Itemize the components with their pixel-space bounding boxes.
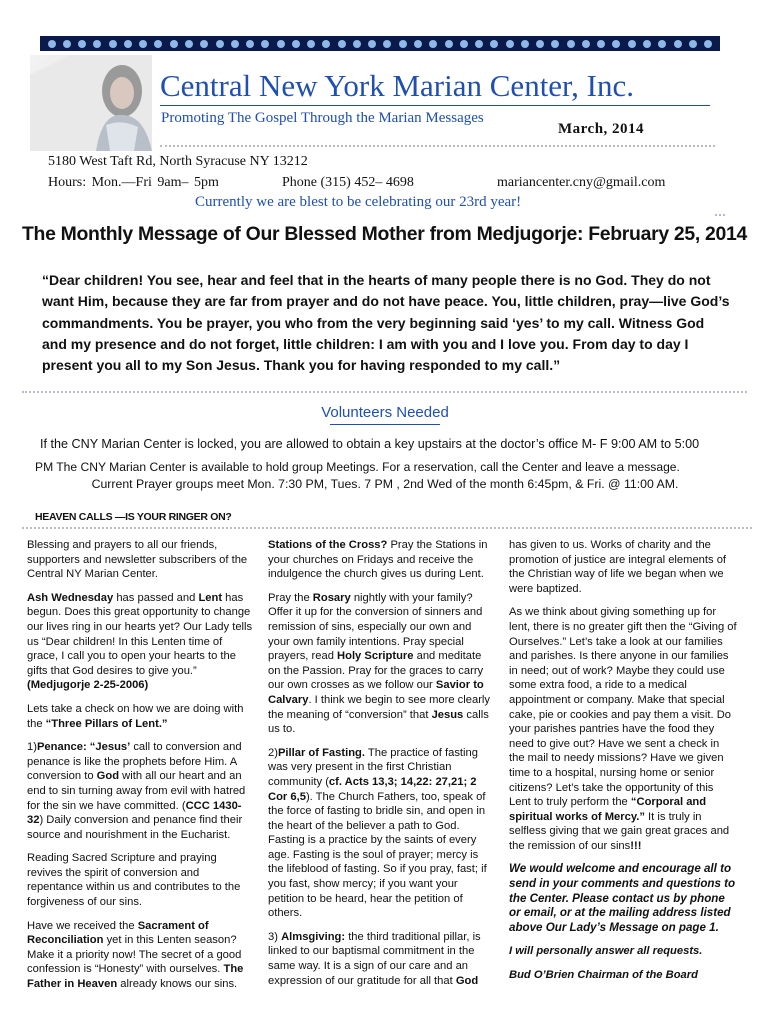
bold-text: God — [96, 770, 120, 783]
banner-dot — [429, 40, 437, 48]
bold-text: !!! — [630, 839, 642, 852]
banner-dot — [597, 40, 605, 48]
banner-dot — [307, 40, 315, 48]
banner-dot — [353, 40, 361, 48]
message-divider — [22, 391, 747, 393]
bold-text: Rosary — [312, 591, 351, 604]
stations-paragraph — [268, 538, 496, 582]
banner-dot — [628, 40, 636, 48]
bold-text: Holy Scripture — [337, 650, 414, 663]
article-column-2 — [268, 538, 496, 997]
text-run: It is truly in selfless giving that we gain great graces and the remission of our sins — [509, 810, 730, 852]
article-divider — [22, 527, 752, 529]
banner-dot — [536, 40, 544, 48]
banner-dot — [63, 40, 71, 48]
banner-dot — [48, 40, 56, 48]
text-run: Lets take a check on how we are doing with the — [27, 702, 244, 730]
text-run: Pray the Stations in your churches on Fridays and receive the indulgence the church gives us during Lent. — [268, 539, 488, 581]
text-run: has passed and — [113, 591, 199, 604]
text-run: Pray the — [268, 591, 313, 604]
text-run: yet in this Lenten season? Make it a priority now! The secret of a good confession is “Honesty” with ourselves. — [27, 934, 242, 976]
bold-text: (Medjugorje 2-25-2006) — [27, 679, 149, 692]
banner-dot — [322, 40, 330, 48]
banner-dot — [216, 40, 224, 48]
article-column-3 — [509, 538, 737, 992]
three-pillars-paragraph — [27, 702, 255, 731]
banner-dot — [399, 40, 407, 48]
volunteers-line-2: PM The CNY Marian Center is available to hold group Meetings. For a reservation, call the Center and leave a message. — [35, 460, 680, 474]
banner-dot — [277, 40, 285, 48]
banner-dot — [704, 40, 712, 48]
bold-text: Jesus — [431, 708, 464, 721]
ash-wednesday-paragraph — [27, 591, 255, 693]
banner-dot — [170, 40, 178, 48]
banner-dot — [338, 40, 346, 48]
banner-dot — [658, 40, 666, 48]
contact-invitation: We would welcome and encourage all to send in your comments and questions to the Center. Please contact us by phone or email, or at the mailing address listed above Our Lady’s Message on page 1. — [509, 862, 736, 934]
banner-dot — [154, 40, 162, 48]
banner-dot — [292, 40, 300, 48]
bold-text: God — [455, 974, 479, 987]
banner-dot — [109, 40, 117, 48]
banner-dot — [689, 40, 697, 48]
message-body: “Dear children! You see, hear and feel that in the hearts of many people there is no God. They do not want Him, because they are far from prayer and do not have peace. You, little children, pray—live God’s commandments. You be prayer, you who from the very beginning said ‘yes’ to my call. Witness God and my presence and do not forget, little children: I am with you and I love you. From day to day I present you all to my Son Jesus. Thank you for having responded to my call.” — [42, 272, 730, 374]
banner-dot — [246, 40, 254, 48]
banner-dot — [78, 40, 86, 48]
text-run: . I think we begin to see more clearly the meaning of “conversion” that — [268, 693, 491, 721]
text-run: nightly with your family? Offer it up for the conversion of sinners and remission of sins, especially our own and your own family intentions. Pray special prayers, read — [268, 591, 483, 663]
bold-text: Lent — [198, 591, 223, 604]
text-run: and meditate on the Passion. Pray for the graces to carry our own crosses as we follow our — [268, 650, 484, 692]
article-column-1 — [27, 538, 255, 1001]
answer-note: I will personally answer all requests. — [509, 945, 703, 958]
text-run: 1) — [27, 741, 37, 754]
header-bottom-divider — [715, 214, 725, 216]
address: 5180 West Taft Rd, North Syracuse NY 13212 — [48, 154, 308, 169]
banner-dot — [506, 40, 514, 48]
bold-text: Almsgiving: — [281, 930, 346, 943]
giving-paragraph — [509, 605, 737, 853]
banner-dot — [185, 40, 193, 48]
email-address[interactable]: mariancenter.cny@gmail.com — [497, 175, 666, 190]
text-run: calls us to. — [268, 708, 489, 736]
bold-text: The Father in Heaven — [27, 963, 244, 991]
tagline: Promoting The Gospel Through the Marian Messages — [161, 110, 484, 126]
bold-text: Savior to Calvary — [268, 679, 484, 706]
scripture-paragraph: Reading Sacred Scripture and praying revives the spirit of conversion and repentance within us and contributes to the forgiveness of our sins. — [27, 852, 241, 909]
banner-dot — [567, 40, 575, 48]
text-run: ) Daily conversion and penance find their source and nourishment in the Eucharist. — [27, 814, 243, 841]
rosary-paragraph — [268, 591, 496, 737]
banner-dot — [521, 40, 529, 48]
banner-dot — [383, 40, 391, 48]
banner-dot — [124, 40, 132, 48]
charity-paragraph: has given to us. Works of charity and the promotion of justice are integral elements of the Christian way of life we began when we were baptized. — [509, 539, 727, 595]
banner-dot — [139, 40, 147, 48]
text-run: 3) — [268, 930, 282, 943]
volunteers-line-3: Current Prayer groups meet Mon. 7:30 PM, Tues. 7 PM , 2nd Wed of the month 6:45pm, & Fri. @ 11:00 AM. — [91, 477, 679, 491]
text-run: call to conversion and penance is like the prophets before Him. A conversion to — [27, 741, 242, 783]
text-run: The practice of fasting was very present in the first Christian community ( — [268, 746, 478, 788]
banner-dot — [490, 40, 498, 48]
banner-dot — [582, 40, 590, 48]
message-title: The Monthly Message of Our Blessed Mother from Medjugorje: February 25, 2014 — [22, 223, 747, 245]
signature: Bud O’Brien Chairman of the Board — [509, 969, 698, 982]
text-run: As we think about giving something up for lent, there is no greater gift then the “Giving of Ourselves.” Let’s take a look at our families and parishes. Is there anyone in our families in need; out of work? Maybe they could use some extra food, a ride to a medical appointment or company. Make that special cake, pie or cookies and pay them a visit. Do your parishes pantries have the food they need to give out? Have we sent a check in the mail to needy missions? Have we given time to a hospital, nursing home or senior citizens? Let’s take the opportunity of this Lent to truly perform the — [509, 606, 737, 809]
volunteers-line-1: If the CNY Marian Center is locked, you are allowed to obtain a key upstairs at the doctor’s office M- F 9:00 AM to 5:00 — [40, 437, 700, 451]
phone: Phone (315) 452– 4698 — [282, 175, 414, 190]
statue-figure-icon — [30, 55, 152, 151]
banner-dot — [231, 40, 239, 48]
article-heading: HEAVEN CALLS —IS YOUR RINGER ON? — [35, 511, 232, 523]
text-run: 2) — [268, 746, 278, 759]
decorative-dot-banner — [40, 36, 720, 51]
bold-text: Ash Wednesday — [27, 591, 114, 604]
banner-dot — [612, 40, 620, 48]
bold-text: “Three Pillars of Lent.” — [45, 717, 168, 730]
volunteers-heading: Volunteers Needed — [321, 404, 449, 421]
bold-text: “Corporal and spiritual works of Mercy.” — [509, 796, 707, 823]
header-divider — [160, 145, 715, 147]
hours: Hours: Mon.—Fri 9am– 5pm — [48, 175, 219, 190]
banner-dot — [261, 40, 269, 48]
banner-dot — [643, 40, 651, 48]
text-run: has begun. Does this great opportunity to change our lives ring in our hearts yet? Our Lady tells us “Dear children! In this Lenten time of grace, I call you to open your hearts to the gifts that God desires to give you.” — [27, 591, 253, 677]
banner-dot — [475, 40, 483, 48]
org-name-underline — [160, 105, 710, 106]
banner-dot — [200, 40, 208, 48]
text-run: with all our heart and an end to sin turning away from evil with hatred for the sin we have committed. ( — [27, 770, 246, 812]
newsletter-date: March, 2014 — [558, 121, 645, 137]
reconciliation-paragraph — [27, 919, 255, 992]
banner-dot — [368, 40, 376, 48]
text-run: the third traditional pillar, is linked to our baptismal commitment in the same way. It is a sign of our care and an expression of our gratitude for all that — [268, 930, 481, 987]
text-run: ). The Church Fathers, too, speak of the force of fasting to bridle sin, and open in the heart of the believer a path to God. Fasting is a practice by the saints of every age. Fasting is the soul of prayer; mercy is the lifeblood of fasting. So if you pray, fast; if you fast, show mercy; if you want your petition to be heard, hear the petition of others. — [268, 790, 487, 920]
almsgiving-paragraph — [268, 930, 496, 988]
bold-text: cf. Acts 13,3; 14,22: 27,21; 2 Cor 6,5 — [268, 775, 477, 803]
fasting-paragraph — [268, 746, 496, 921]
bold-text: CCC 1430-32 — [27, 799, 242, 827]
banner-dot — [93, 40, 101, 48]
volunteers-heading-underline — [330, 424, 440, 425]
text-run: Have we received the — [27, 919, 138, 932]
marian-statue-image — [30, 55, 152, 151]
text-run: already knows our sins. — [117, 978, 238, 991]
greeting-paragraph: Blessing and prayers to all our friends, supporters and newsletter subscribers of the Central NY Marian Center. — [27, 539, 248, 581]
anniversary-note: Currently we are blest to be celebrating our 23rd year! — [195, 194, 522, 210]
bold-text: Pillar of Fasting. — [277, 746, 365, 759]
bold-text: Penance: “Jesus’ — [36, 741, 131, 754]
banner-dot — [460, 40, 468, 48]
banner-dot — [674, 40, 682, 48]
penance-paragraph — [27, 740, 255, 842]
banner-dot — [551, 40, 559, 48]
org-name: Central New York Marian Center, Inc. — [160, 68, 634, 103]
banner-dot — [445, 40, 453, 48]
bold-text: Stations of the Cross? — [268, 539, 388, 551]
bold-text: Sacrament of Reconciliation — [27, 919, 209, 947]
banner-dot — [414, 40, 422, 48]
